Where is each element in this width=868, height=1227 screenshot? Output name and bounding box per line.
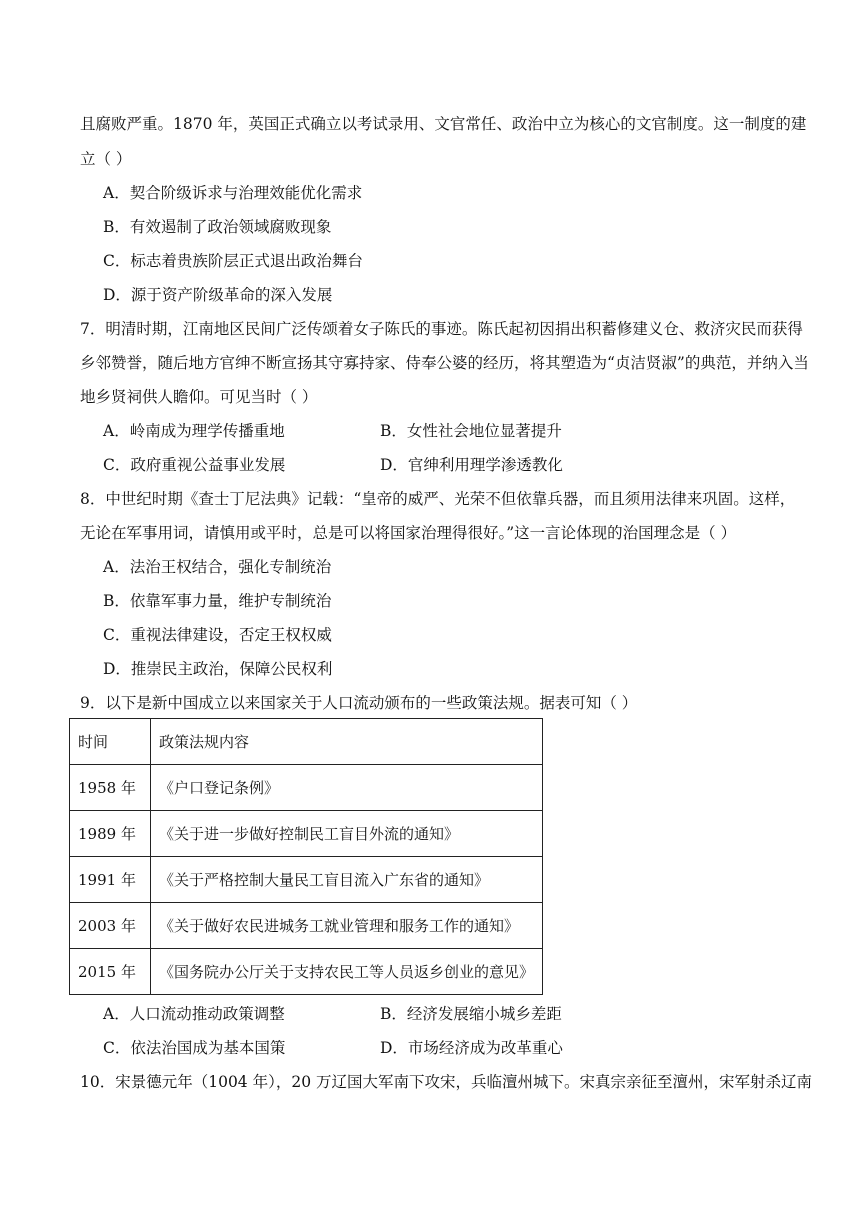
table-cell-policy: 《关于严格控制大量民工盲目流入广东省的通知》 — [151, 857, 543, 903]
q9-option-c: C．依法治国成为基本国策 — [103, 1039, 286, 1057]
q9-line-1: 9．以下是新中国成立以来国家关于人口流动颁布的一些政策法规。据表可知（ ） — [80, 694, 638, 712]
q7-option-c: C．政府重视公益事业发展 — [103, 456, 286, 474]
q7-option-b: B．女性社会地位显著提升 — [380, 422, 562, 440]
table-cell-policy: 《关于做好农民进城务工就业管理和服务工作的通知》 — [151, 903, 543, 949]
table-cell-policy: 《国务院办公厅关于支持农民工等人员返乡创业的意见》 — [151, 949, 543, 995]
policy-table — [69, 718, 543, 995]
table-row — [70, 949, 543, 995]
q6-line-1: 且腐败严重。1870 年，英国正式确立以考试录用、文官常任、政治中立为核心的文官制度。这一制度的建 — [80, 115, 807, 133]
q7-option-a: A．岭南成为理学传播重地 — [103, 422, 285, 440]
table-cell-year: 2015 年 — [70, 949, 151, 995]
q8-line-1: 8．中世纪时期《查士丁尼法典》记载：“皇帝的威严、光荣不但依靠兵器，而且须用法律来巩固。这样， — [80, 490, 796, 508]
q8-line-2: 无论在军事用词，请慎用或平时，总是可以将国家治理得很好。”这一言论体现的治国理念是（ ） — [80, 524, 737, 542]
q8-option-b: B．依靠军事力量，维护专制统治 — [103, 592, 332, 610]
q7-line-2: 乡邻赞誉，随后地方官绅不断宣扬其守寡持家、侍奉公婆的经历，将其塑造为“贞洁贤淑”的典范，并纳入当 — [80, 354, 809, 372]
table-header-time: 时间 — [70, 719, 151, 765]
q7-line-1: 7．明清时期，江南地区民间广泛传颂着女子陈氏的事迹。陈氏起初因捐出积蓄修建义仓、救济灾民而获得 — [80, 320, 803, 338]
q6-option-b: B．有效遏制了政治领域腐败现象 — [103, 218, 332, 236]
q9-option-a: A．人口流动推动政策调整 — [103, 1005, 285, 1023]
q9-option-d: D．市场经济成为改革重心 — [380, 1039, 563, 1057]
q6-line-2: 立（ ） — [80, 150, 132, 168]
q6-option-c: C．标志着贵族阶层正式退出政治舞台 — [103, 252, 363, 270]
table-cell-year: 1958 年 — [70, 765, 151, 811]
table-cell-year: 1989 年 — [70, 811, 151, 857]
table-cell-year: 1991 年 — [70, 857, 151, 903]
table-cell-policy: 《关于进一步做好控制民工盲目外流的通知》 — [151, 811, 543, 857]
q6-option-d: D．源于资产阶级革命的深入发展 — [103, 286, 333, 304]
table-row — [70, 903, 543, 949]
q8-option-a: A．法治王权结合，强化专制统治 — [103, 558, 332, 576]
q7-line-3: 地乡贤祠供人瞻仰。可见当时（ ） — [80, 388, 318, 406]
table-row — [70, 765, 543, 811]
table-row — [70, 811, 543, 857]
table-header-content: 政策法规内容 — [151, 719, 543, 765]
q6-option-a: A．契合阶级诉求与治理效能优化需求 — [103, 184, 363, 202]
q8-option-c: C．重视法律建设，否定王权权威 — [103, 626, 332, 644]
table-row — [70, 857, 543, 903]
table-cell-year: 2003 年 — [70, 903, 151, 949]
q9-option-b: B．经济发展缩小城乡差距 — [380, 1005, 562, 1023]
q8-option-d: D．推崇民主政治，保障公民权利 — [103, 660, 333, 678]
q7-option-d: D．官绅利用理学渗透教化 — [380, 456, 563, 474]
table-cell-policy: 《户口登记条例》 — [151, 765, 543, 811]
q10-line-1: 10．宋景德元年（1004 年），20 万辽国大军南下攻宋，兵临澶州城下。宋真宗亲征至澶州，宋军射杀辽南 — [80, 1073, 812, 1091]
table-header-row — [70, 719, 543, 765]
